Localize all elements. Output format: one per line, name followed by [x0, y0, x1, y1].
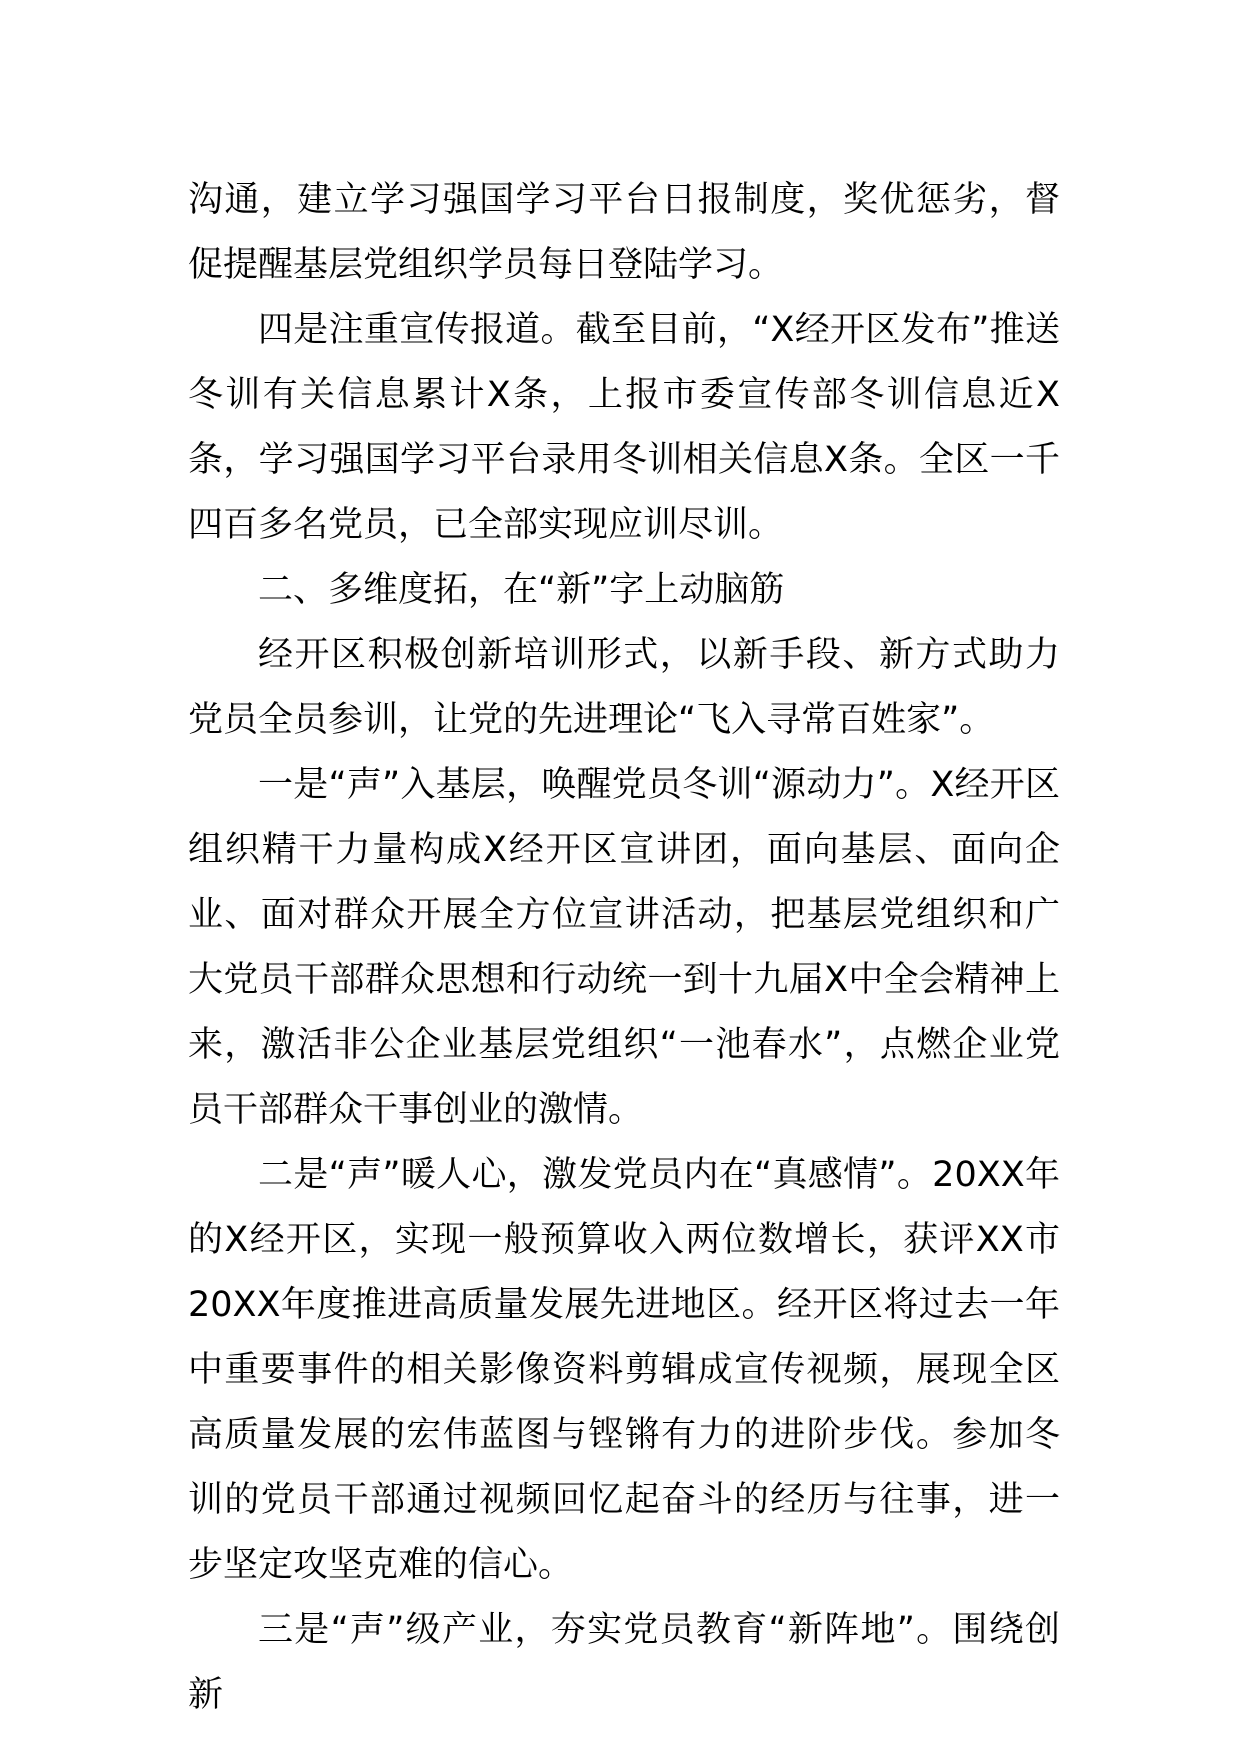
paragraph-publicity: 四是注重宣传报道。截至目前，“X经开区发布”推送冬训有关信息累计X条，上报市委宣传部冬训信息近X条，学习强国学习平台录用冬训相关信息X条。全区一千四百多名党员，已全部实现应训尽训。: [188, 310, 1060, 545]
section-heading-two: 二、多维度拓，在“新”字上动脑筋: [258, 570, 785, 610]
document-body: [188, 168, 1060, 1728]
paragraph-point-three: 三是“声”级产业，夯实党员教育“新阵地”。围绕创新: [188, 1610, 1060, 1715]
paragraph-point-two: 二是“声”暖人心，激发党员内在“真感情”。20XX年的X经开区，实现一般预算收入两位数增长，获评XX市20XX年度推进高质量发展先进地区。经开区将过去一年中重要事件的相关影像资料剪辑成宣传视频，展现全区高质量发展的宏伟蓝图与铿锵有力的进阶步伐。参加冬训的党员干部通过视频回忆起奋斗的经历与往事，进一步坚定攻坚克难的信心。: [188, 1155, 1060, 1585]
paragraph-point-one: 一是“声”入基层，唤醒党员冬训“源动力”。X经开区组织精干力量构成X经开区宣讲团，面向基层、面向企业、面对群众开展全方位宣讲活动，把基层党组织和广大党员干部群众思想和行动统一到十九届X中全会精神上来，激活非公企业基层党组织“一池春水”，点燃企业党员干部群众干事创业的激情。: [188, 765, 1060, 1130]
paragraph-continuation: 沟通，建立学习强国学习平台日报制度，奖优惩劣，督促提醒基层党组织学员每日登陆学习。: [188, 180, 1060, 285]
paragraph-intro: 经开区积极创新培训形式，以新手段、新方式助力党员全员参训，让党的先进理论“飞入寻常百姓家”。: [188, 635, 1060, 740]
